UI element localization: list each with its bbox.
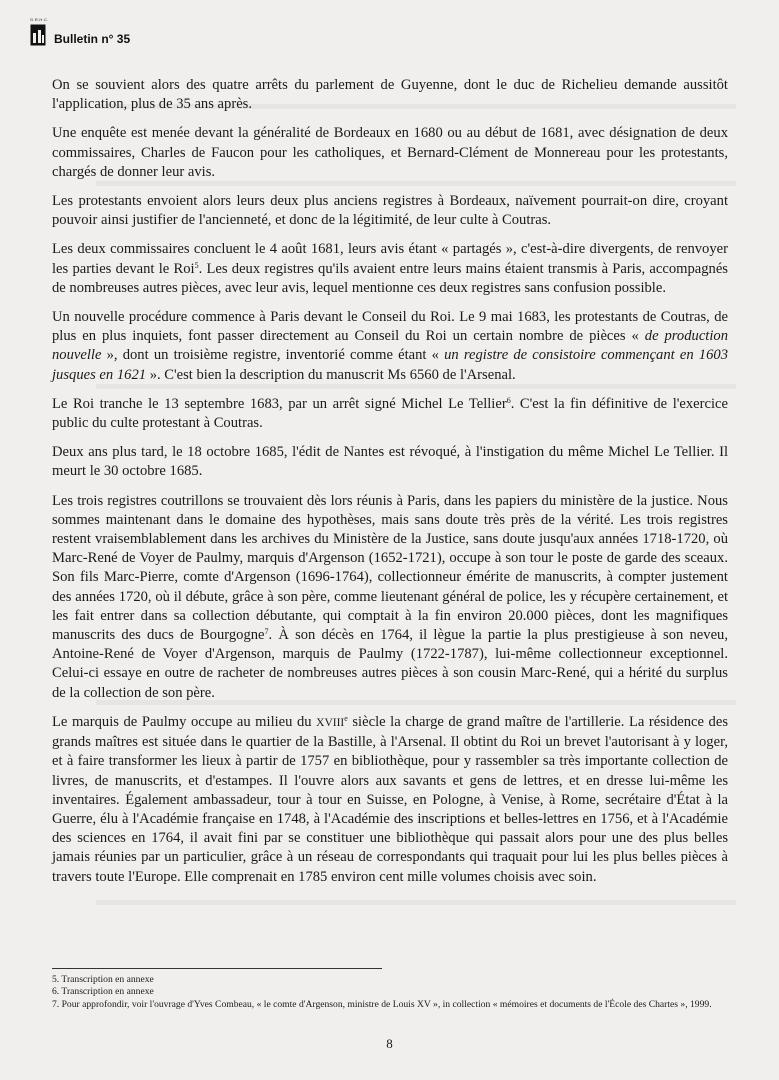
paragraph-9 (52, 713, 728, 887)
footnote-7: 7. Pour approfondir, voir l'ouvrage d'Yves Combeau, « le comte d'Argenson, ministre de Louis XV », in collection « mémoires et documents de l'École des Chartes », 1999. (52, 998, 712, 1010)
show-through-mark (96, 900, 736, 905)
bulletin-logo (30, 17, 52, 48)
bulletin-number: n° 35 (101, 32, 131, 46)
page-number: 8 (386, 1036, 393, 1051)
paragraph-9-text-b: siècle la charge de grand maître de l'artillerie. La résidence des grands maîtres est située dans le quartier de la Bastille, à l'Arsenal. Il obtint du Roi un brevet l'autorisant à y loger, et à faire transformer les lieux à partir de 1757 en bibliothèque, pour y rassembler sa très importante collection de livres, de manuscrits, et d'estampes. Il l'ouvre alors aux savants et gens de lettres, et en dresse lui-même les inventaires. Également ambassadeur, tour à tour en Suisse, en Pologne, à Venise, à Rome, secrétaire d'État à la Guerre, élu à l'Académie française en 1748, à l'Académie des inscriptions et belles-lettres en 1756, et à l'Académie des sciences en 1764, il avait fini par se constituer une bibliothèque qui passait alors pour une des plus belles jamais réunies par un particulier, grâce à un réseau de correspondants qui traquait pour lui les plus belles pièces à travers toute l'Europe. Elle comprenait en 1785 environ cent mille volumes choisis avec soin. (52, 713, 728, 885)
paragraph-8-text-b: . À son décès en 1764, il lègue la partie la plus prestigieuse à son neveu, Antoine-René de Voyer d'Argenson, marquis de Paulmy (1722-1787), lui-même collectionneur exceptionnel. Celui-ci essaye en outre de racheter de nombreuses autres pièces à son cousin Marc-René, qui a hérité du surplus de la collection de son père. (52, 627, 729, 701)
paragraph-2: Une enquête est menée devant la généralité de Bordeaux en 1680 ou au début de 1681, avec désignation de deux commissaires, Charles de Faucon pour les catholiques, et Bernard-Clément de Monnereau pour les protestants, chargés de donner leur avis. (52, 125, 728, 180)
paragraph-6-text-a: Le Roi tranche le 13 septembre 1683, par un arrêt signé Michel Le Tellier (52, 395, 507, 412)
paragraph-5-text-b: », dont un troisième registre, inventorié comme étant « (101, 347, 445, 364)
paragraph-7: Deux ans plus tard, le 18 octobre 1685, l'édit de Nantes est révoqué, à l'instigation du même Michel Le Tellier. Il meurt le 30 octobre 1685. (52, 444, 728, 480)
paragraph-8-text-a: Les trois registres coutrillons se trouvaient dès lors réunis à Paris, dans les papiers du ministère de la justice. Nous sommes maintenant dans le domaine des hypothèses, mais sans doute très près de la vérité. Les trois registres restent vraisemblablement dans les archives du Ministère de la Justice, sans doute jusqu'aux années 1718-1720, où Marc-René de Voyer de Paulmy, marquis d'Argenson (1652-1721), occupe à son tour le poste de garde des sceaux. Son fils Marc-Pierre, comte d'Argenson (1696-1764), collectionneur émérite de manuscrits, à compter justement des années 1720, où il débute, grâce à son père, comme lieutenant général de police, les y récupère certainement, et les fait entrer dans sa collection débutante, qui comptait à la fin environ 20.000 pièces, dont les magnifiques manuscrits des ducs de Bourgogne (52, 492, 728, 644)
paragraph-1: On se souvient alors des quatre arrêts du parlement de Guyenne, dont le duc de Richelieu demande aussitôt l'application, plus de 35 ans après. (52, 77, 728, 113)
footnote-ref-5[interactable]: 5 (194, 260, 199, 270)
paragraph-3: Les protestants envoient alors leurs deux plus anciens registres à Bordeaux, naïvement pourrait-on dire, croyant pouvoir ainsi justifier de l'ancienneté, et donc de la légitimité, de leur culte à Coutras. (52, 193, 728, 229)
paragraph-5-text-c: ». C'est bien la description du manuscrit Ms 6560 de l'Arsenal. (146, 366, 516, 383)
main-text (52, 76, 728, 897)
footnotes (52, 974, 728, 1011)
paragraph-4 (52, 240, 728, 298)
bulletin-label: Bulletin (54, 32, 98, 46)
logo-caption: G.R.H.C. (30, 17, 49, 22)
footnote-ref-6[interactable]: 6 (506, 395, 511, 405)
paragraph-4-text-a: Les deux commissaires concluent le 4 août 1681, leurs avis étant « partagés », c'est-à-dire divergents, de renvoyer les parties devant le Roi (52, 241, 728, 277)
quote-production-nouvelle: de production nouvelle (52, 328, 728, 364)
paragraph-6-text-b: . C'est la fin définitive de l'exercice public du culte protestant à Coutras. (52, 395, 728, 432)
paragraph-8 (52, 492, 728, 703)
century-numeral: XVIII (316, 716, 345, 729)
paragraph-4-text-b: . Les deux registres qu'ils avaient entre leurs mains étaient transmis à Paris, accompagnés de nombreuses autres pièces, avec leur avis, lequel mentionne ces deux registres sans confusion possible. (52, 260, 728, 296)
paragraph-6 (52, 395, 728, 433)
footnote-ref-7[interactable]: 7 (264, 627, 269, 637)
footnote-6: 6. Transcription en annexe (52, 986, 154, 998)
quote-registre-consistoire: un registre de consistoire commençant en 1603 jusques en 1621 (52, 347, 728, 383)
paragraph-5 (52, 308, 728, 385)
century-suffix: e (344, 713, 348, 723)
bulletin-title (54, 32, 130, 46)
footnote-5: 5. Transcription en annexe (52, 974, 154, 985)
paragraph-9-text-a: Le marquis de Paulmy occupe au milieu du (52, 713, 317, 730)
paragraph-5-text-a: Un nouvelle procédure commence à Paris devant le Conseil du Roi. Le 9 mai 1683, les protestants de Coutras, de plus en plus inquiets, font passer directement au Conseil du Roi un certain nombre de pièces « (52, 309, 728, 345)
book-logo-icon (30, 24, 46, 46)
footnote-divider (52, 968, 382, 969)
page-header (30, 17, 131, 48)
